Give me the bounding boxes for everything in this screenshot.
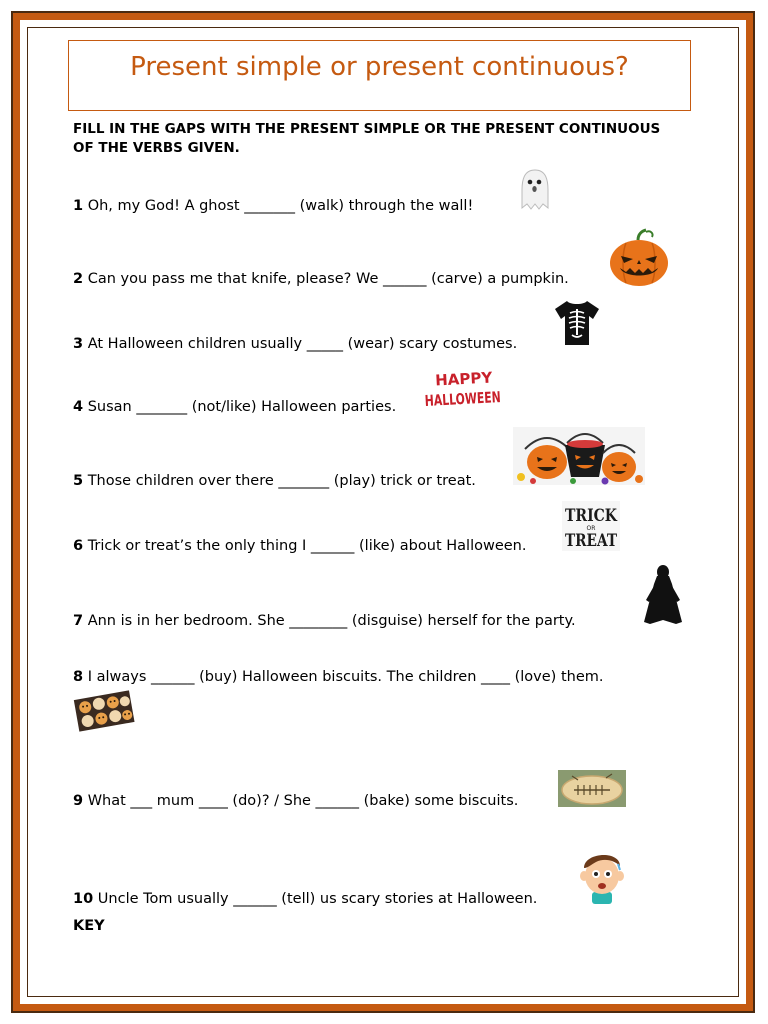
question-10	[73, 891, 537, 907]
question-text: Ann is in her bedroom. She ________ (disguise) herself for the party.	[87, 613, 576, 629]
inner-frame	[27, 27, 739, 997]
question-number: 9	[73, 793, 84, 809]
question-text: I always ______ (buy) Halloween biscuits. The children ____ (love) them.	[87, 669, 604, 685]
instructions: FILL IN THE GAPS WITH THE PRESENT SIMPLE OR THE PRESENT CONTINUOUS OF THE VERBS GIVEN.	[73, 121, 661, 156]
question-1	[73, 198, 473, 214]
question-6	[73, 538, 526, 554]
question-text: Oh, my God! A ghost _______ (walk) through the wall!	[87, 198, 474, 214]
question-5	[73, 473, 476, 489]
page-title: Present simple or present continuous?	[130, 52, 629, 82]
page-border	[11, 11, 755, 1013]
question-7	[73, 613, 576, 629]
biscuit-icon	[558, 770, 626, 807]
question-text: Those children over there _______ (play) trick or treat.	[87, 473, 476, 489]
question-number: 7	[73, 613, 84, 629]
question-number: 3	[73, 336, 84, 352]
question-number: 4	[73, 399, 84, 415]
title-box	[68, 40, 691, 111]
question-text: Can you pass me that knife, please? We ______ (carve) a pumpkin.	[87, 271, 569, 287]
scared-boy-icon	[574, 848, 630, 906]
svg-text:HAPPY: HAPPY	[434, 368, 493, 390]
question-number: 8	[73, 669, 84, 685]
black-costume-icon	[640, 564, 686, 626]
question-text: Trick or treat’s the only thing I ______ (like) about Halloween.	[87, 538, 527, 554]
question-text: Uncle Tom usually ______ (tell) us scary stories at Halloween.	[97, 891, 538, 907]
question-2	[73, 271, 569, 287]
svg-text:OR: OR	[586, 525, 596, 532]
question-number: 1	[73, 198, 84, 214]
question-3	[73, 336, 517, 352]
happy-halloween-sign	[422, 366, 531, 412]
question-text: Susan _______ (not/like) Halloween parties.	[87, 399, 397, 415]
question-8	[73, 669, 603, 685]
svg-text:HALLOWEEN: HALLOWEEN	[424, 386, 531, 410]
question-4	[73, 399, 396, 415]
question-text: At Halloween children usually _____ (wear) scary costumes.	[87, 336, 518, 352]
question-text: What ___ mum ____ (do)? / She ______ (bake) some biscuits.	[87, 793, 519, 809]
orange-frame	[13, 13, 753, 1011]
question-number: 5	[73, 473, 84, 489]
svg-text:TRICK: TRICK	[565, 506, 619, 526]
halloween-biscuits-icon	[74, 689, 134, 731]
question-number: 10	[73, 891, 94, 907]
key-heading: KEY	[73, 918, 105, 934]
candy-buckets-icon	[513, 427, 645, 485]
pumpkin-icon	[608, 228, 672, 288]
trick-or-treat-sign	[562, 501, 620, 551]
svg-text:TREAT: TREAT	[565, 531, 618, 551]
skeleton-shirt-icon	[553, 299, 601, 347]
question-number: 2	[73, 271, 84, 287]
question-number: 6	[73, 538, 84, 554]
ghost-icon	[518, 168, 552, 212]
question-9	[73, 793, 518, 809]
